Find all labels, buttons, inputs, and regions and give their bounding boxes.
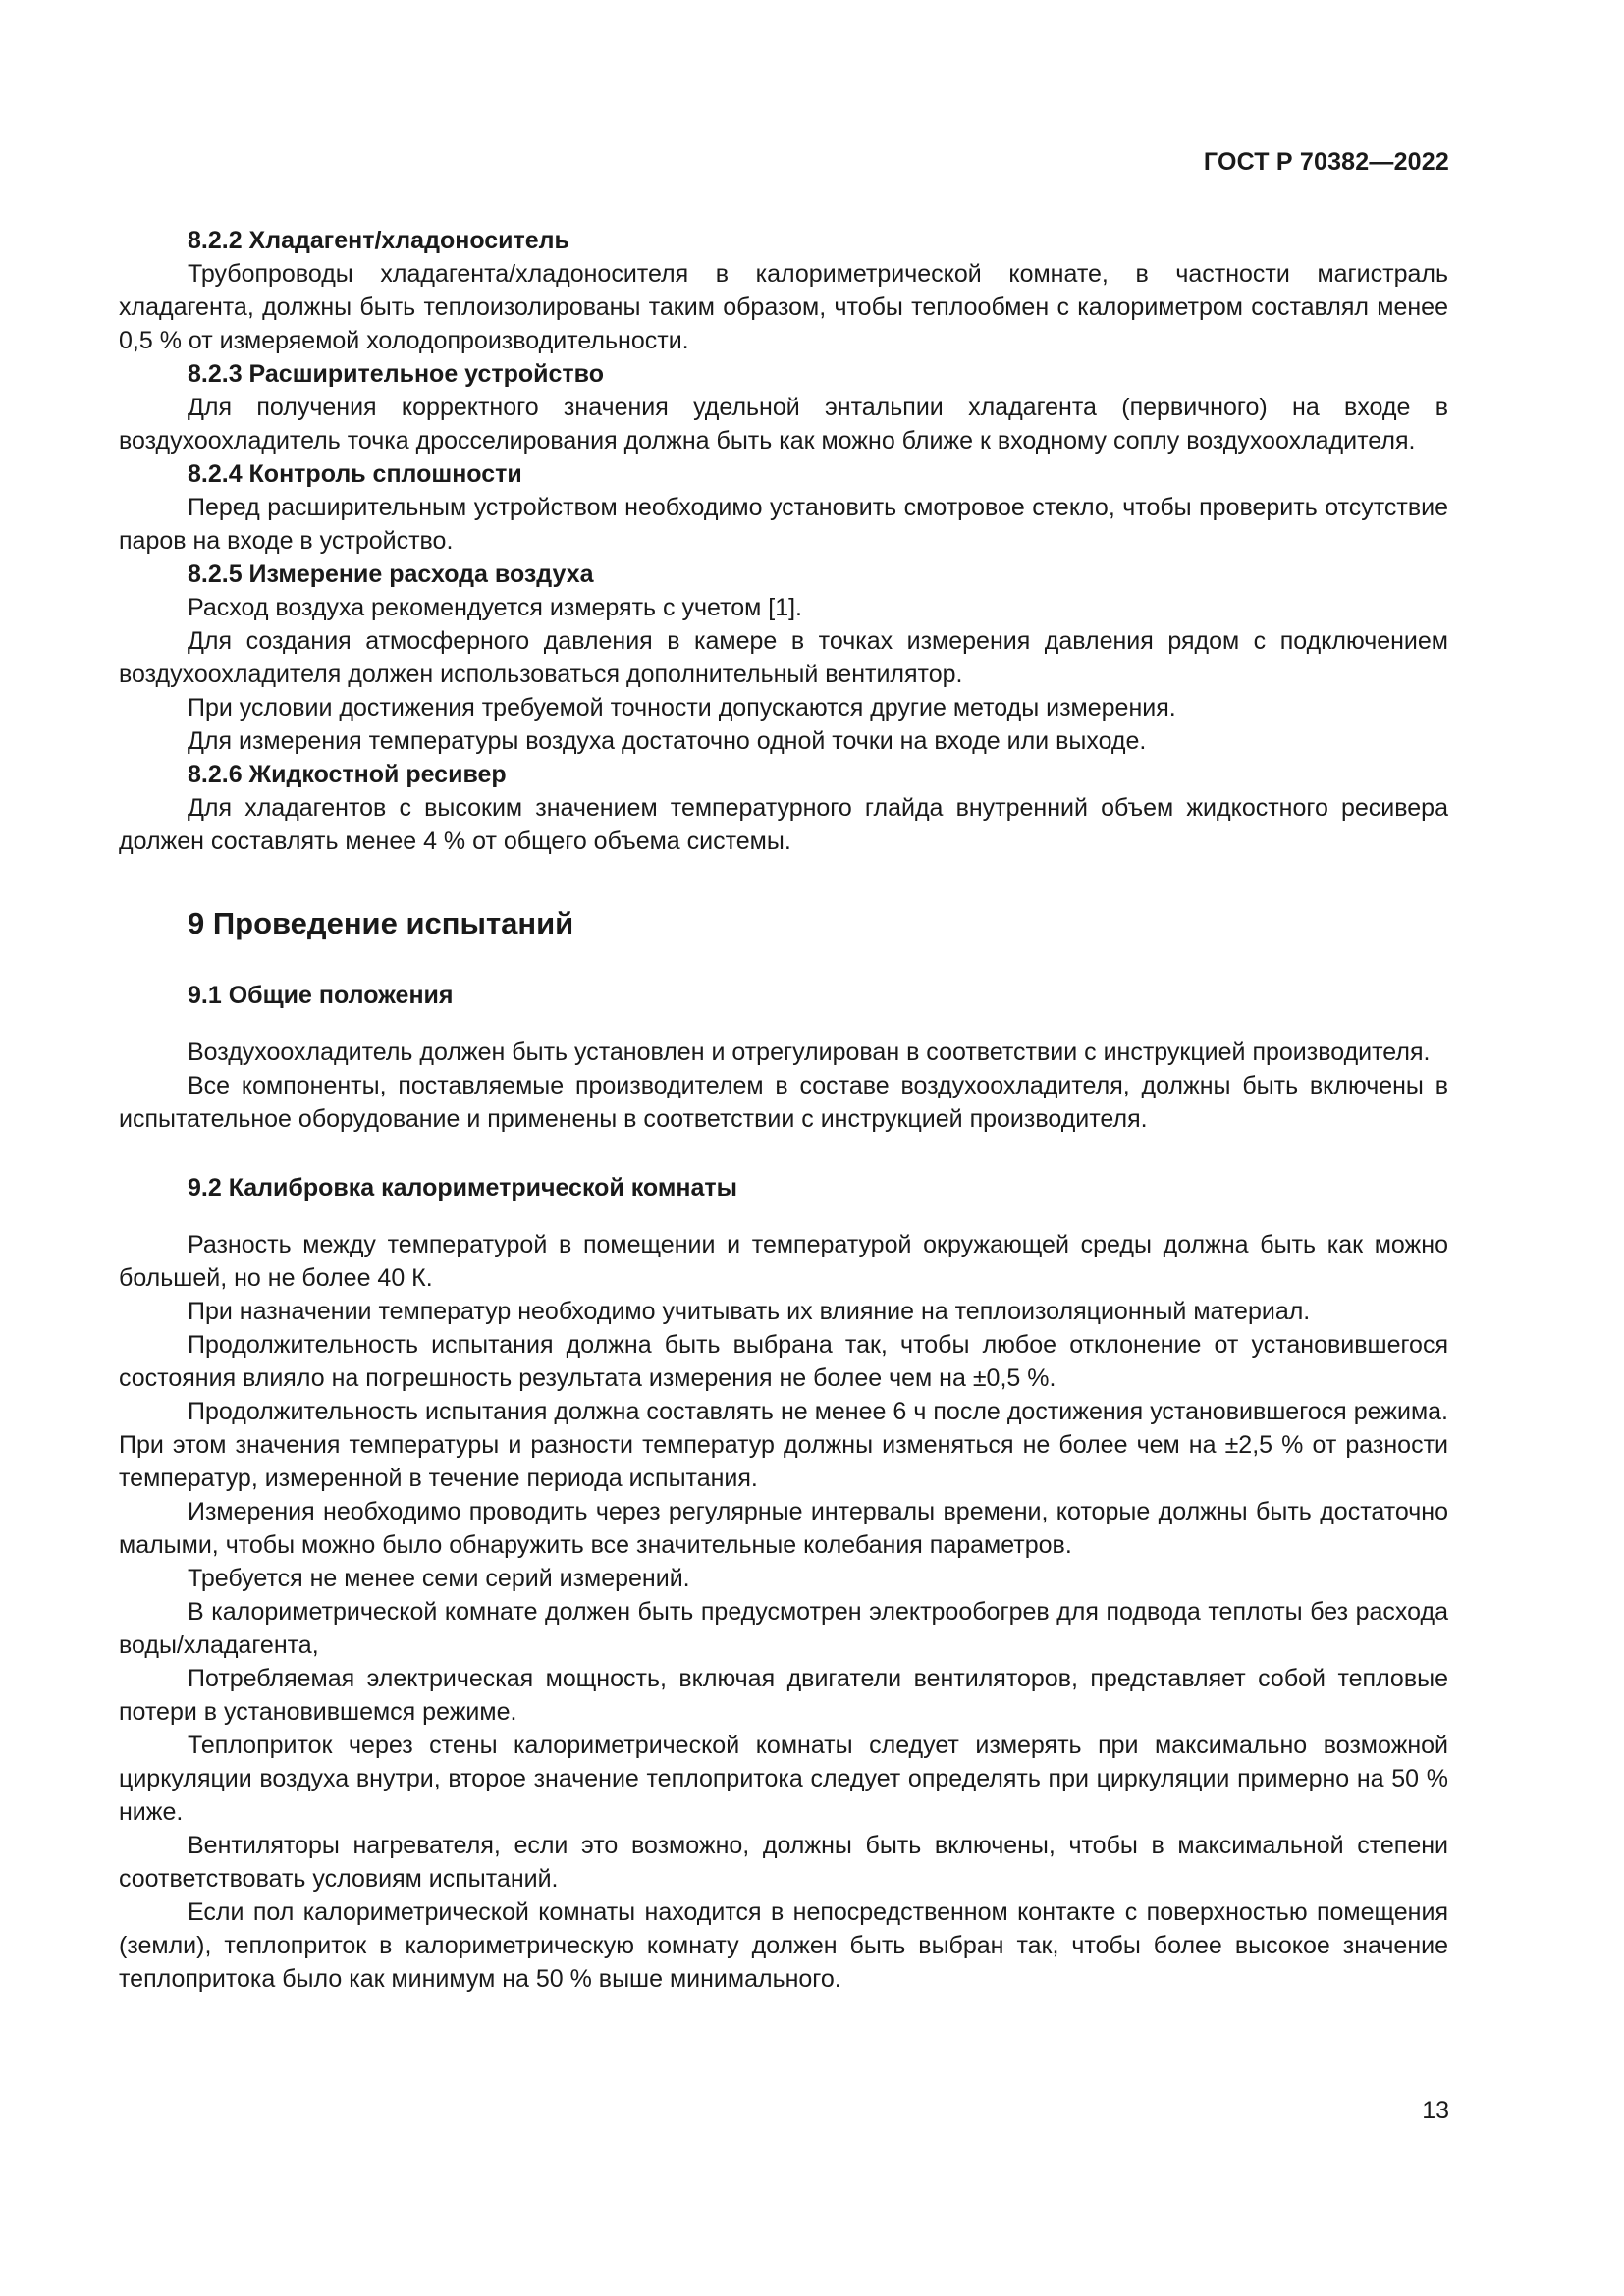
subsection-heading-8-2-4: 8.2.4 Контроль сплошности (188, 460, 522, 488)
page-number: 13 (1422, 2097, 1449, 2124)
subsection-heading-8-2-2: 8.2.2 Хладагент/хладоноситель (188, 227, 569, 254)
section-heading-9-1: 9.1 Общие положения (188, 982, 454, 1009)
paragraph: Потребляемая электрическая мощность, включая двигатели вентиляторов, представляет собой тепловые потери в установившемся режиме. (119, 1665, 1448, 1726)
section-heading-9: 9 Проведение испытаний (188, 906, 574, 940)
paragraph: Теплоприток через стены калориметрической комнаты следует измерять при максимально возможной циркуляции воздуха внутри, второе значение теплопритока следует определять при циркуляции примерно на 50 % ниже. (119, 1732, 1448, 1826)
paragraph: Измерения необходимо проводить через регулярные интервалы времени, которые должны быть достаточно малыми, чтобы можно было обнаружить все значительные колебания параметров. (119, 1498, 1448, 1559)
paragraph: Все компоненты, поставляемые производителем в составе воздухоохладителя, должны быть включены в испытательное оборудование и применены в соответствии с инструкцией производителя. (119, 1072, 1448, 1133)
paragraph: Для получения корректного значения удельной энтальпии хладагента (первичного) на входе в воздухоохладитель точка дросселирования должна быть как можно ближе к входному соплу воздухоохладителя. (119, 394, 1448, 454)
subsection-heading-8-2-3: 8.2.3 Расширительное устройство (188, 360, 604, 388)
paragraph: Для хладагентов с высоким значением температурного глайда внутренний объем жидкостного ресивера должен составлять менее 4 % от общего объема системы. (119, 794, 1448, 855)
paragraph: Воздухоохладитель должен быть установлен и отрегулирован в соответствии с инструкцией производителя. (188, 1039, 1431, 1066)
paragraph: Продолжительность испытания должна составлять не менее 6 ч после достижения установившегося режима. При этом значения температуры и разности температур должны изменяться не более чем на ±2,5 % от разности температур, измеренной в течение периода испытания. (119, 1398, 1448, 1492)
section-heading-9-2: 9.2 Калибровка калориметрической комнаты (188, 1174, 737, 1201)
paragraph: Расход воздуха рекомендуется измерять с учетом [1]. (188, 594, 803, 621)
paragraph: При условии достижения требуемой точности допускаются другие методы измерения. (188, 694, 1176, 721)
paragraph: Вентиляторы нагревателя, если это возможно, должны быть включены, чтобы в максимальной степени соответствовать условиям испытаний. (119, 1832, 1448, 1893)
paragraph: В калориметрической комнате должен быть предусмотрен электрообогрев для подвода теплоты без расхода воды/хладагента, (119, 1598, 1448, 1659)
subsection-heading-8-2-5: 8.2.5 Измерение расхода воздуха (188, 561, 594, 588)
paragraph: Трубопроводы хладагента/хладоносителя в калориметрической комнате, в частности магистраль хладагента, должны быть теплоизолированы таким образом, чтобы теплообмен с калориметром составлял менее 0,5 % от измеряемой холодопроизводительности. (119, 260, 1448, 354)
paragraph: Продолжительность испытания должна быть выбрана так, чтобы любое отклонение от установившегося состояния влияло на погрешность результата измерения не более чем на ±0,5 %. (119, 1331, 1448, 1392)
paragraph: Для измерения температуры воздуха достаточно одной точки на входе или выходе. (188, 727, 1147, 755)
paragraph: Если пол калориметрической комнаты находится в непосредственном контакте с поверхностью помещения (земли), теплоприток в калориметрическую комнату должен быть выбран так, чтобы более высокое значение теплопритока было как минимум на 50 % выше минимального. (119, 1898, 1448, 1993)
paragraph: Для создания атмосферного давления в камере в точках измерения давления рядом с подключением воздухоохладителя должен использоваться дополнительный вентилятор. (119, 627, 1448, 688)
paragraph: Требуется не менее семи серий измерений. (188, 1565, 690, 1592)
document-code: ГОСТ Р 70382—2022 (1203, 148, 1449, 176)
subsection-heading-8-2-6: 8.2.6 Жидкостной ресивер (188, 761, 507, 788)
paragraph: При назначении температур необходимо учитывать их влияние на теплоизоляционный материал. (188, 1298, 1311, 1325)
paragraph: Перед расширительным устройством необходимо установить смотровое стекло, чтобы проверить отсутствие паров на входе в устройство. (119, 494, 1448, 555)
document-body (119, 224, 1448, 1996)
paragraph: Разность между температурой в помещении и температурой окружающей среды должна быть как можно большей, но не более 40 К. (119, 1231, 1448, 1292)
